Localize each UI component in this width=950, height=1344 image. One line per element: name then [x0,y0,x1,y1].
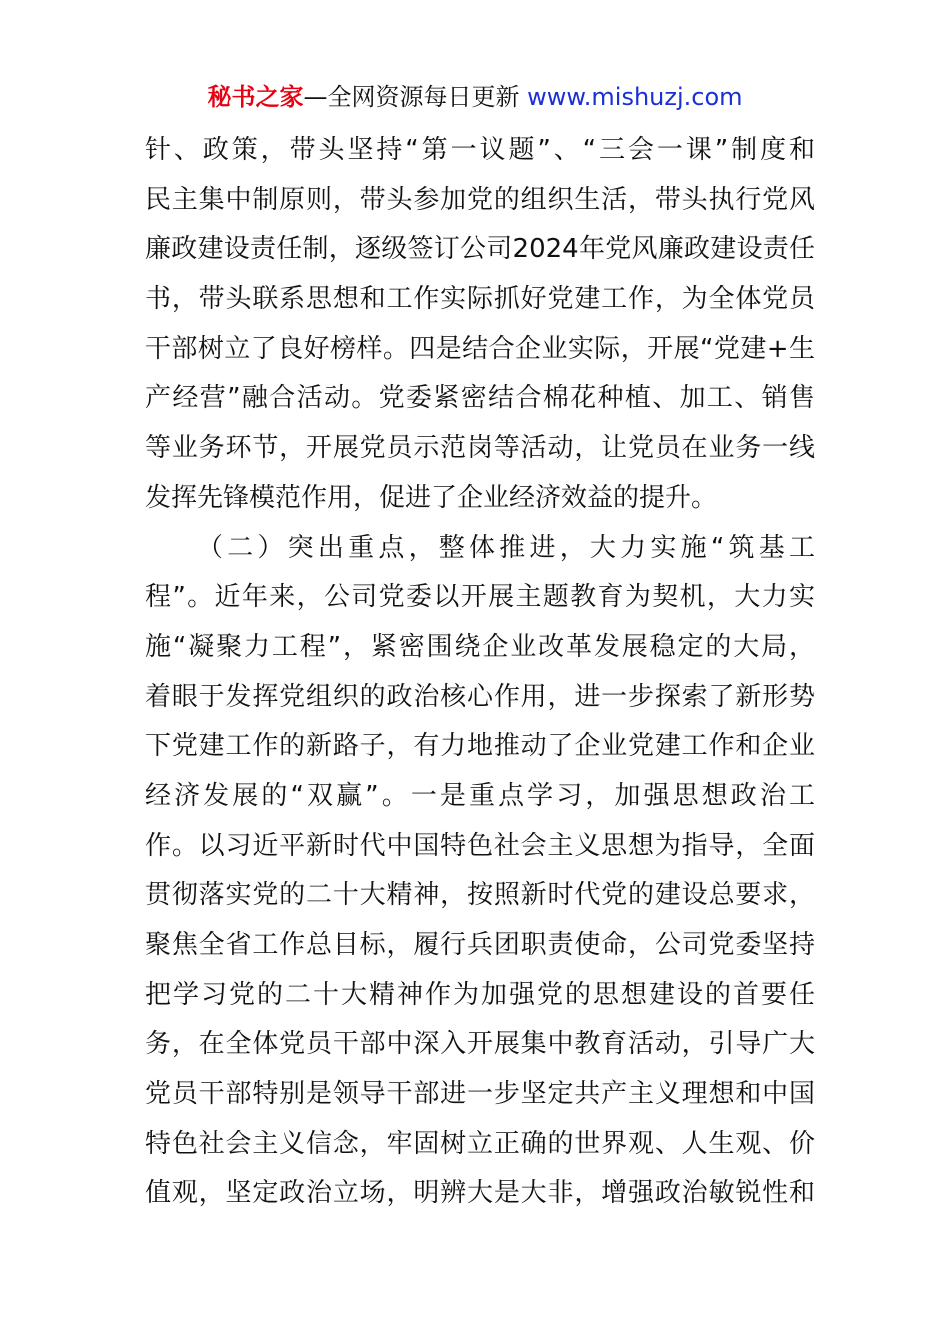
site-header [0,80,950,114]
text-line: 把学习党的二十大精神作为加强党的思想建设的首要任 [145,979,815,1010]
site-brand: 秘书之家 [207,83,304,111]
text-line: 等业务环节，开展党员示范岗等活动，让党员在业务一线 [145,433,815,464]
section-heading-line: （二）突出重点，整体推进，大力实施“筑基工 [197,532,815,563]
text-line: 书，带头联系思想和工作实际抓好党建工作，为全体党员 [145,284,815,315]
text-line: 着眼于发挥党组织的政治核心作用，进一步探索了新形势 [145,681,815,712]
text-line: 党员干部特别是领导干部进一步坚定共产主义理想和中国 [145,1079,815,1110]
document-body [145,126,815,1219]
text-line: 务，在全体党员干部中深入开展集中教育活动，引导广大 [145,1029,815,1060]
text-line: 作。以习近平新时代中国特色社会主义思想为指导，全面 [145,830,815,861]
text-line: 针、政策，带头坚持“第一议题”、“三会一课”制度和 [145,135,815,165]
site-slogan: —全网资源每日更新 [303,83,528,111]
text-line: 经济发展的“双赢”。一是重点学习，加强思想政治工 [145,780,815,811]
text-line: 聚焦全省工作总目标，履行兵团职责使命，公司党委坚持 [145,930,815,960]
text-line: 特色社会主义信念，牢固树立正确的世界观、人生观、价 [145,1128,815,1159]
text-line: 贯彻落实党的二十大精神，按照新时代党的建设总要求， [145,880,815,911]
text-line: 产经营”融合活动。党委紧密结合棉花种植、加工、销售 [145,383,815,414]
text-line: 廉政建设责任制，逐级签订公司2024年党风廉政建设责任 [145,234,815,265]
site-url[interactable]: www.mishuzj.com [527,83,743,111]
text-line: 下党建工作的新路子，有力地推动了企业党建工作和企业 [145,731,815,762]
text-line: 干部树立了良好榜样。四是结合企业实际，开展“党建+生 [145,333,815,364]
text-line: 民主集中制原则，带头参加党的组织生活，带头执行党风 [145,184,815,215]
text-line: 施“凝聚力工程”，紧密围绕企业改革发展稳定的大局， [145,631,815,662]
text-line: 值观，坚定政治立场，明辨大是大非，增强政治敏锐性和 [145,1178,815,1209]
text-line: 程”。近年来，公司党委以开展主题教育为契机，大力实 [145,582,815,613]
text-line: 发挥先锋模范作用，促进了企业经济效益的提升。 [145,482,718,513]
